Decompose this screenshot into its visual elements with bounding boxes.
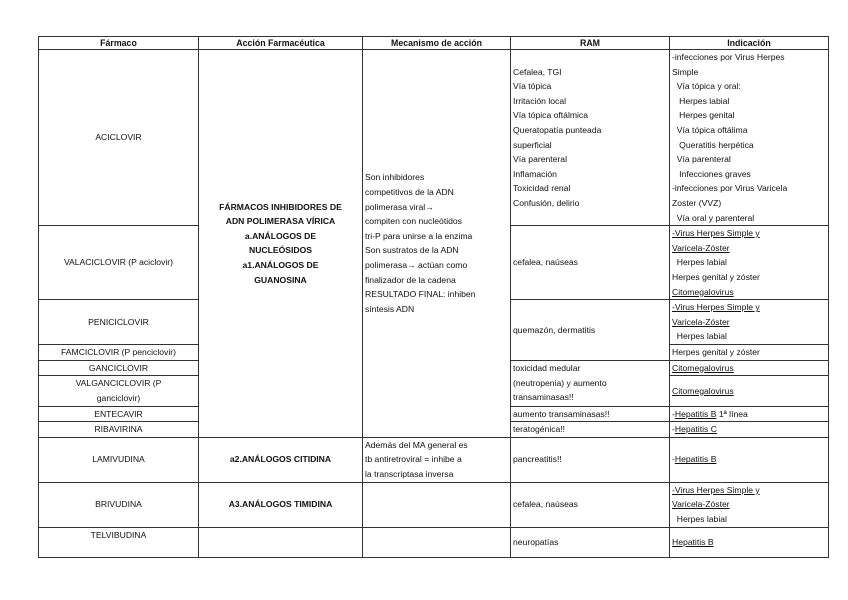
- mechanism-main: Son inhibidores competitivos de la ADN polimerasa viral→ compiten con nucleótidos tri-P para unirse a la enzima Son sustratos de la ADN polimerasa→ actúan como finalizador de la cadena RESULTADO FINAL: inhiben síntesis ADN: [363, 50, 511, 438]
- drug-ganciclovir: GANCICLOVIR: [39, 360, 199, 376]
- drug-ribavirina: RIBAVIRINA: [39, 422, 199, 438]
- drug-telvibudina: TELVIBUDINA: [39, 527, 199, 557]
- ram-aciclovir: Cefalea, TGI Vía tópica Irritación local Vía tópica oftálmica Queratopatía punteada superficial Vía parenteral Inflamación Toxicidad renal Confusión, delirio: [511, 50, 670, 226]
- indication-entecavir: -Hepatitis B 1ª línea: [670, 406, 829, 422]
- col-header-indicacion: Indicación: [670, 37, 829, 50]
- action-group1: FÁRMACOS INHIBIDORES DE ADN POLIMERASA VÍRICA a.ANÁLOGOS DE NUCLEÓSIDOS a1.ANÁLOGOS DE GUANOSINA: [199, 50, 363, 438]
- action-group2: a2.ANÁLOGOS CITIDINA: [199, 437, 363, 482]
- action-group3: A3.ANÁLOGOS TIMIDINA: [199, 482, 363, 527]
- ram-brivudina: cefalea, naúseas: [511, 482, 670, 527]
- antiviral-drug-table: [38, 36, 829, 558]
- ram-lamivudina: pancreatitis!!: [511, 437, 670, 482]
- col-header-mecanismo: Mecanismo de acción: [363, 37, 511, 50]
- indication-famciclovir: Herpes genital y zóster: [670, 345, 829, 361]
- col-header-accion: Acción Farmacéutica: [199, 37, 363, 50]
- drug-famciclovir: FAMCICLOVIR (P penciclovir): [39, 345, 199, 361]
- table-row: [39, 50, 829, 226]
- col-header-farmaco: Fármaco: [39, 37, 199, 50]
- ram-ganciclovir: toxicidad medular (neutropenia) y aumento transaminasas!!: [511, 360, 670, 406]
- indication-valganciclovir: Citomegalovirus: [670, 376, 829, 406]
- drug-valaciclovir: VALACICLOVIR (P aciclovir): [39, 226, 199, 300]
- indication-telvibudina: Hepatitis B: [670, 527, 829, 557]
- col-header-ram: RAM: [511, 37, 670, 50]
- ram-entecavir: aumento transaminasas!!: [511, 406, 670, 422]
- ram-telvibudina: neuropatías: [511, 527, 670, 557]
- indication-penciclovir: -Virus Herpes Simple y Varicela-Zóster Herpes labial: [670, 300, 829, 345]
- indication-valaciclovir: -Virus Herpes Simple y Varicela-Zóster Herpes labial Herpes genital y zóster Citomegalovirus: [670, 226, 829, 300]
- indication-lamivudina: -Hepatitis B: [670, 437, 829, 482]
- ram-ribavirina: teratogénica!!: [511, 422, 670, 438]
- table-row: [39, 437, 829, 482]
- indication-ribavirina: -Hepatitis C: [670, 422, 829, 438]
- indication-brivudina: -Virus Herpes Simple y Varicela-Zóster Herpes labial: [670, 482, 829, 527]
- action-telvibudina: [199, 527, 363, 557]
- table-row: [39, 527, 829, 557]
- drug-brivudina: BRIVUDINA: [39, 482, 199, 527]
- header-row: [39, 37, 829, 50]
- ram-valaciclovir: cefalea, naúseas: [511, 226, 670, 300]
- drug-aciclovir: ACICLOVIR: [39, 50, 199, 226]
- drug-entecavir: ENTECAVIR: [39, 406, 199, 422]
- table-row: [39, 482, 829, 527]
- drug-valganciclovir: VALGANCICLOVIR (P ganciclovir): [39, 376, 199, 406]
- ram-penciclovir: quemazón, dermatitis: [511, 300, 670, 361]
- indication-aciclovir: -infecciones por Virus Herpes Simple Vía tópica y oral: Herpes labial Herpes genital Vía tópica oftálima Queratitis herpética Vía parenteral Infecciones graves -infecciones por Virus Varicela Zoster (VVZ) Vía oral y parenteral: [670, 50, 829, 226]
- mechanism-telvibudina: [363, 527, 511, 557]
- drug-lamivudina: LAMIVUDINA: [39, 437, 199, 482]
- drug-penciclovir: PENICICLOVIR: [39, 300, 199, 345]
- indication-ganciclovir: Citomegalovirus: [670, 360, 829, 376]
- drug-table-page: [38, 36, 828, 558]
- mechanism-brivudina: [363, 482, 511, 527]
- mechanism-lamivudina: Además del MA general es tb antiretroviral = inhibe a la transcriptasa inversa: [363, 437, 511, 482]
